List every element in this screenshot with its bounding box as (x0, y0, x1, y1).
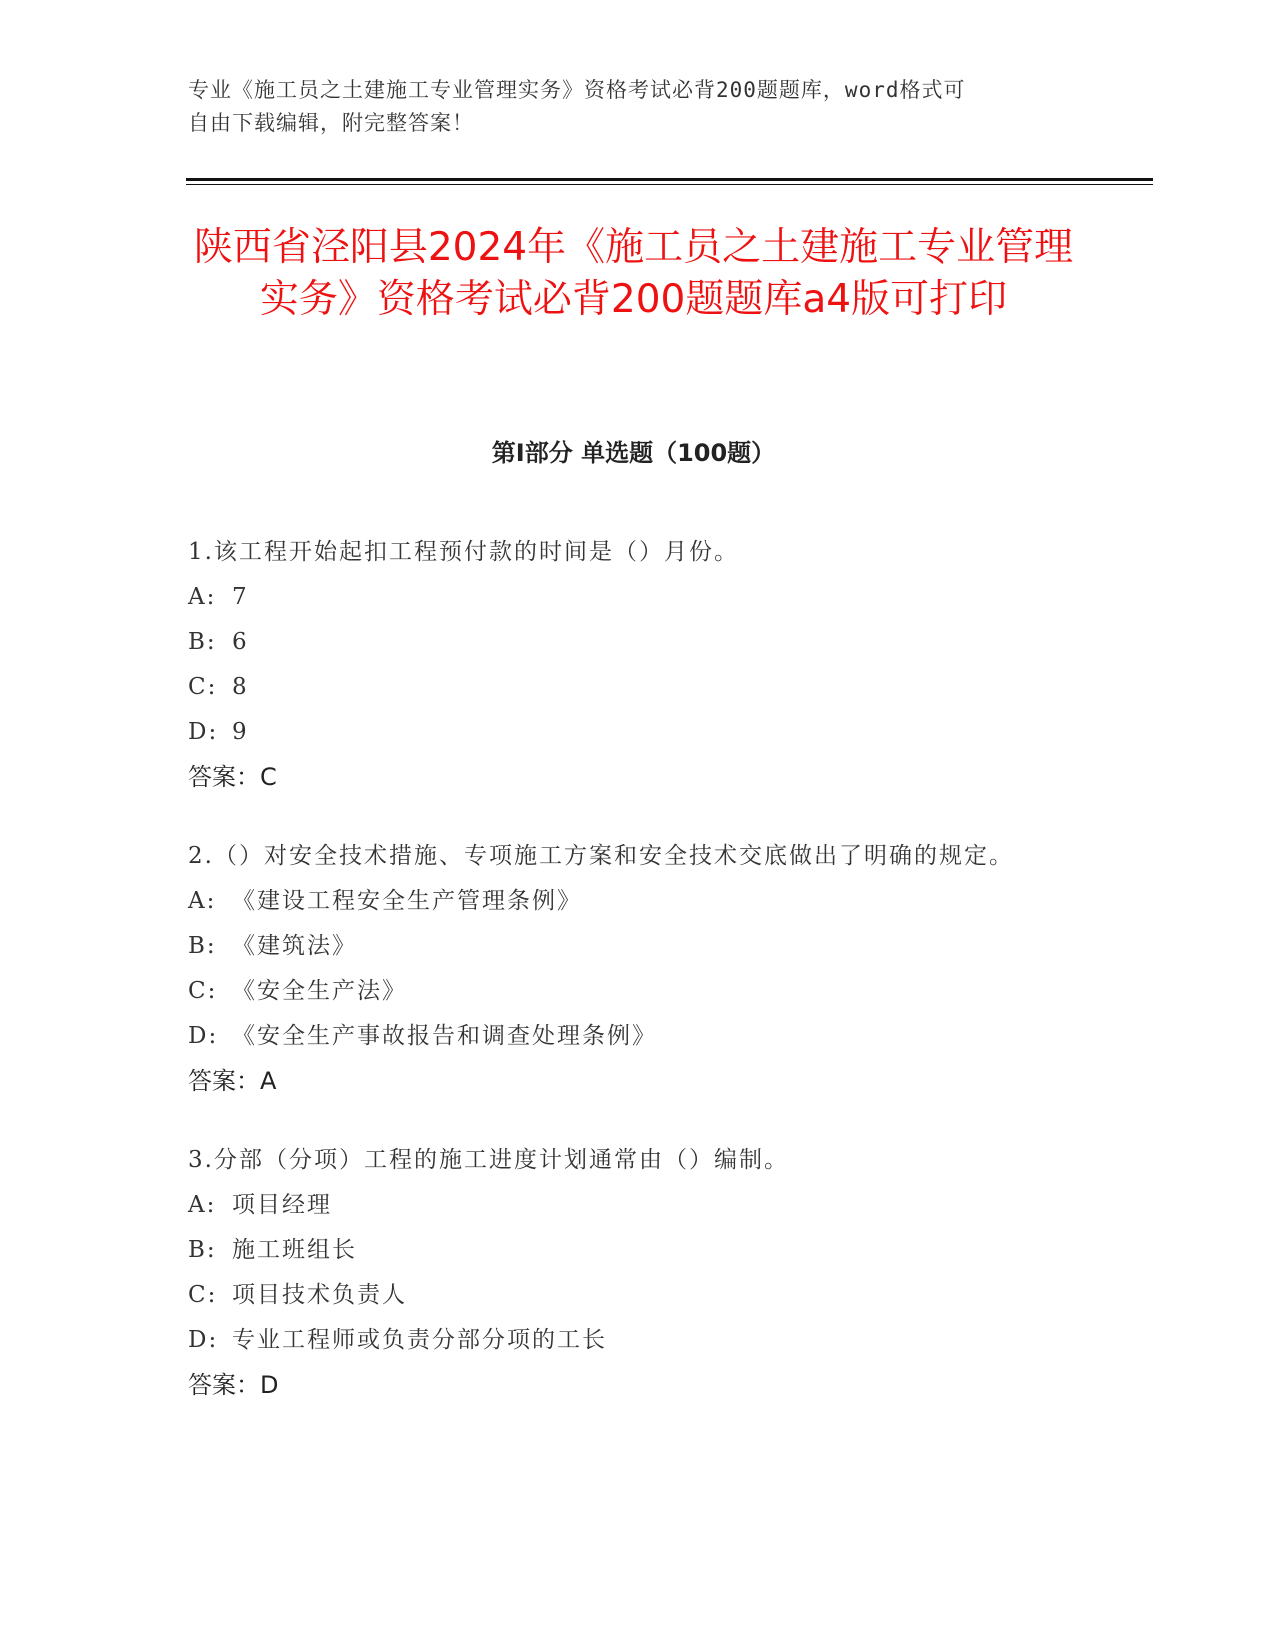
option-text: 《建筑法》 (232, 933, 357, 959)
option-d (188, 710, 1068, 755)
option-d (188, 1318, 1068, 1363)
section-title: 第I部分 单选题（100题） (491, 439, 776, 467)
option-text: 6 (232, 629, 249, 655)
document-title: 陕西省泾阳县2024年《施工员之土建施工专业管理实务》资格考试必背200题题库a4版可打印 (193, 225, 1074, 322)
option-key: A: (188, 1192, 217, 1218)
question-1 (188, 530, 1068, 800)
option-text: 《建设工程安全生产管理条例》 (232, 888, 582, 914)
option-text: 9 (232, 719, 249, 745)
option-a (188, 1183, 1068, 1228)
option-key: D: (188, 719, 219, 745)
option-b (188, 924, 1068, 969)
option-text: 8 (232, 674, 249, 700)
option-text: 7 (232, 584, 249, 610)
question-text: 2.（）对安全技术措施、专项施工方案和安全技术交底做出了明确的规定。 (188, 843, 1014, 869)
option-d (188, 1014, 1068, 1059)
option-text: 施工班组长 (232, 1237, 357, 1263)
header-divider-thin (186, 184, 1153, 185)
option-key: C: (188, 674, 218, 700)
option-text: 《安全生产法》 (232, 978, 407, 1004)
option-text: 项目经理 (232, 1192, 332, 1218)
option-key: C: (188, 978, 218, 1004)
option-c (188, 969, 1068, 1014)
header-note-line-1: 专业《施工员之土建施工专业管理实务》资格考试必背200题题库，word格式可 (188, 78, 966, 102)
option-b (188, 1228, 1068, 1273)
option-key: B: (188, 933, 217, 959)
option-key: B: (188, 629, 217, 655)
question-3 (188, 1138, 1068, 1408)
option-key: A: (188, 584, 217, 610)
answer: 答案：A (188, 1067, 277, 1095)
option-key: C: (188, 1282, 218, 1308)
option-text: 《安全生产事故报告和调查处理条例》 (232, 1023, 657, 1049)
header-note-line-2: 自由下载编辑，附完整答案！ (188, 111, 474, 135)
option-text: 项目技术负责人 (232, 1282, 407, 1308)
option-key: D: (188, 1023, 219, 1049)
option-a (188, 879, 1068, 924)
question-2 (188, 834, 1068, 1104)
option-key: B: (188, 1237, 217, 1263)
option-text: 专业工程师或负责分部分项的工长 (232, 1327, 607, 1353)
header-note (188, 74, 1068, 140)
option-c (188, 1273, 1068, 1318)
question-list (188, 530, 1068, 1442)
option-c (188, 665, 1068, 710)
option-key: D: (188, 1327, 219, 1353)
answer: 答案：C (188, 763, 277, 791)
option-key: A: (188, 888, 217, 914)
question-text: 1.该工程开始起扣工程预付款的时间是（）月份。 (188, 539, 739, 565)
option-a (188, 575, 1068, 620)
answer: 答案：D (188, 1371, 279, 1399)
question-text: 3.分部（分项）工程的施工进度计划通常由（）编制。 (188, 1147, 789, 1173)
header-divider-thick (186, 178, 1153, 181)
option-b (188, 620, 1068, 665)
